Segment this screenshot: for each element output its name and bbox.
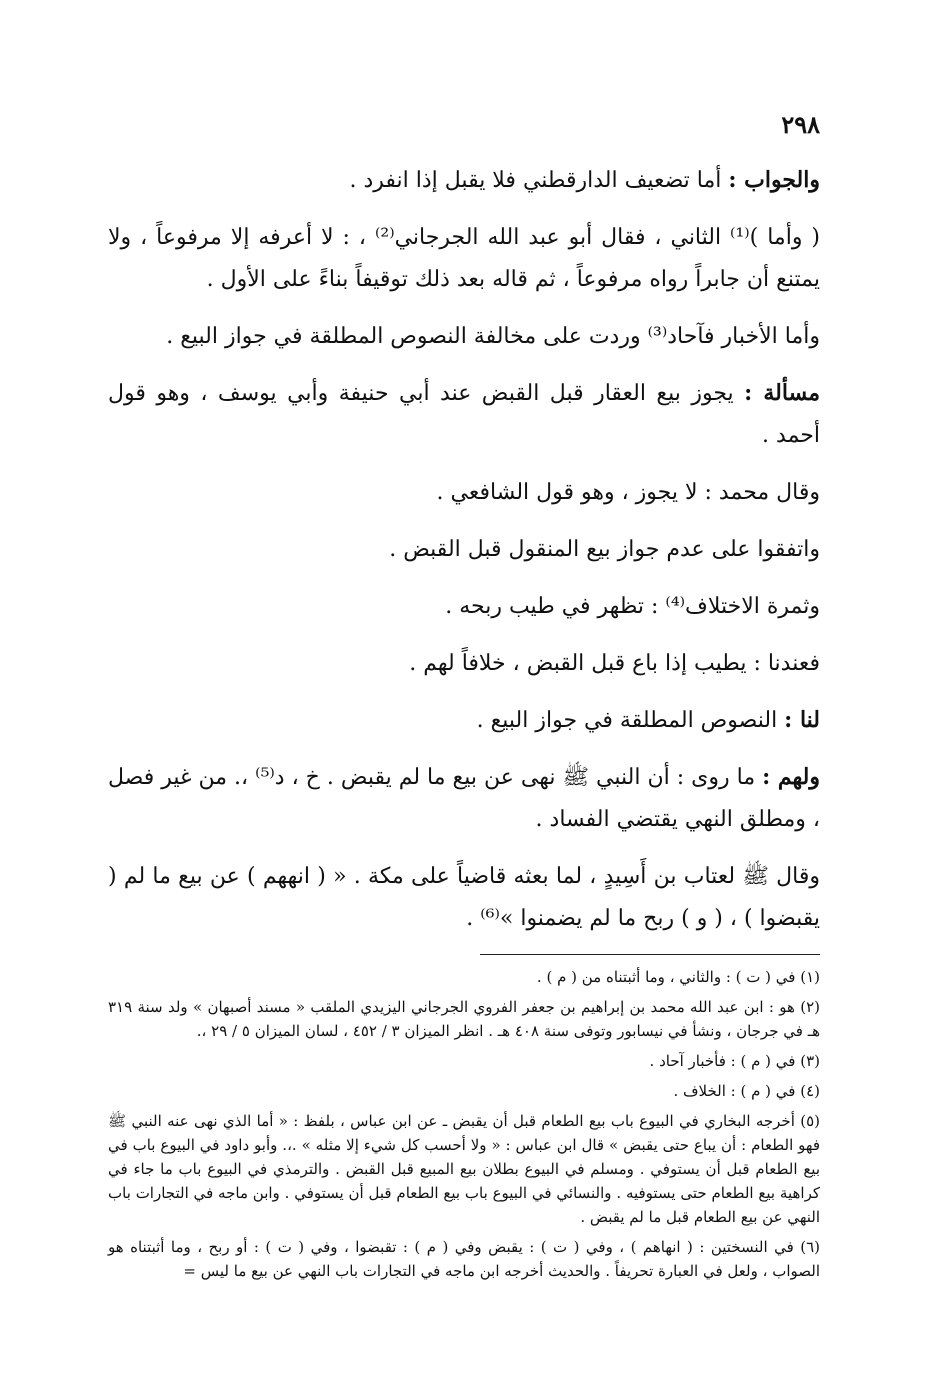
- paragraph-text: واتفقوا على عدم جواز بيع المنقول قبل القبض .: [389, 537, 820, 562]
- paragraph-lead: لنا :: [784, 707, 820, 733]
- paragraph: [108, 471, 820, 514]
- footnote: (٥) أخرجه البخاري في البيوع باب بيع الطعام قبل أن يقبض ـ عن ابن عباس ، بلفظ : « أما الذي نهى عنه النبي ﷺ فهو الطعام : أن يباع حتى يقبض » قال ابن عباس : « ولا أحسب كل شيء إلا مثله » .،. وأبو داود في البيوع باب في بيع الطعام قبل أن يستوفي . ومسلم في البيوع بطلان بيع المبيع قبل القبض . والترمذي في البيوع باب ما جاء في كراهية بيع الطعام حتى يستوفيه . والنسائي في البيوع باب بيع الطعام قبل أن يستوفي . وابن ماجه في التجارات باب النهي عن بيع الطعام قبل ما لم يقبض .: [108, 1112, 820, 1226]
- footnote: (١) في ( ت ) : والثاني ، وما أثبتناه من ( م ) .: [536, 968, 820, 986]
- paragraph: [108, 159, 820, 202]
- footnote-divider: [480, 954, 820, 955]
- paragraph-lead: والجواب :: [728, 167, 820, 193]
- main-text: [108, 159, 820, 940]
- footnote: (٤) في ( م ) : الخلاف .: [673, 1082, 820, 1100]
- footnote: (٢) هو : ابن عبد الله محمد بن إبراهيم بن جعفر الفروي الجرجاني اليزيدي الملقب « مسند أصبهان » ولد سنة ٣١٩ هـ في جرجان ، ونشأ في نيسابور وتوفى سنة ٤٠٨ هـ . انظر الميزان ٣ / ٤٥٢ ، لسان الميزان ٥ / ٢٩ ،.: [108, 998, 820, 1040]
- paragraph-text: يجوز بيع العقار قبل القبض عند أبي حنيفة وأبي يوسف ، وهو قول أحمد .: [108, 381, 820, 448]
- paragraph: [108, 642, 820, 685]
- page-number: ٢٩٨: [781, 110, 820, 139]
- paragraph: [108, 756, 820, 841]
- paragraph-text: النصوص المطلقة في جواز البيع .: [476, 708, 785, 733]
- paragraph-text: وثمرة الاختلاف⁽⁴⁾ : تظهر في طيب ربحه .: [445, 594, 820, 619]
- paragraph-text: وقال ﷺ لعتاب بن أَسِيدٍ ، لما بعثه قاضياً على مكة . « ( انههم ) عن بيع ما لم ( يقبضوا ) ، ( و ) ربح ما لم يضمنوا »⁽⁶⁾ .: [108, 864, 820, 931]
- document-page: [108, 110, 820, 1289]
- paragraph: [108, 585, 820, 628]
- paragraph-text: ( وأما )⁽¹⁾ الثاني ، فقال أبو عبد الله الجرجاني⁽²⁾ ، : لا أعرفه إلا مرفوعاً ، ولا يمتنع أن جابراً رواه مرفوعاً ، ثم قاله بعد ذلك توقيفاً بناءً على الأول .: [108, 225, 820, 292]
- paragraph: [108, 216, 820, 301]
- paragraph: [108, 699, 820, 742]
- paragraph: [108, 528, 820, 571]
- paragraph: [108, 855, 820, 940]
- paragraph-text: وقال محمد : لا يجوز ، وهو قول الشافعي .: [436, 480, 820, 505]
- paragraph-lead: مسألة :: [744, 380, 820, 406]
- footnote: (٦) في النسختين : ( انهاهم ) ، وفي ( ت ) : يقبض وفي ( م ) : تقبضوا ، وفي ( ت ) : أو ربح ، وما أثبتناه هو الصواب ، ولعل في العبارة تحريفاً . والحديث أخرجه ابن ماجه في التجارات باب النهي عن بيع ما ليس =: [108, 1238, 820, 1280]
- paragraph: [108, 315, 820, 358]
- footnote: (٣) في ( م ) : فأخبار آحاد .: [649, 1052, 820, 1070]
- paragraph-text: فعندنا : يطيب إذا باع قبل القبض ، خلافاً لهم .: [409, 651, 820, 676]
- footnotes: [108, 965, 820, 1283]
- paragraph-text: أما تضعيف الدارقطني فلا يقبل إذا انفرد .: [349, 168, 729, 193]
- paragraph-text: ما روى : أن النبي ﷺ نهى عن بيع ما لم يقبض . خ ، د⁽⁵⁾ ،. من غير فصل ، ومطلق النهي يقتضي الفساد .: [108, 765, 820, 832]
- paragraph: [108, 372, 820, 457]
- paragraph-lead: ولهم :: [762, 764, 821, 790]
- paragraph-text: وأما الأخبار فآحاد⁽³⁾ وردت على مخالفة النصوص المطلقة في جواز البيع .: [166, 324, 820, 349]
